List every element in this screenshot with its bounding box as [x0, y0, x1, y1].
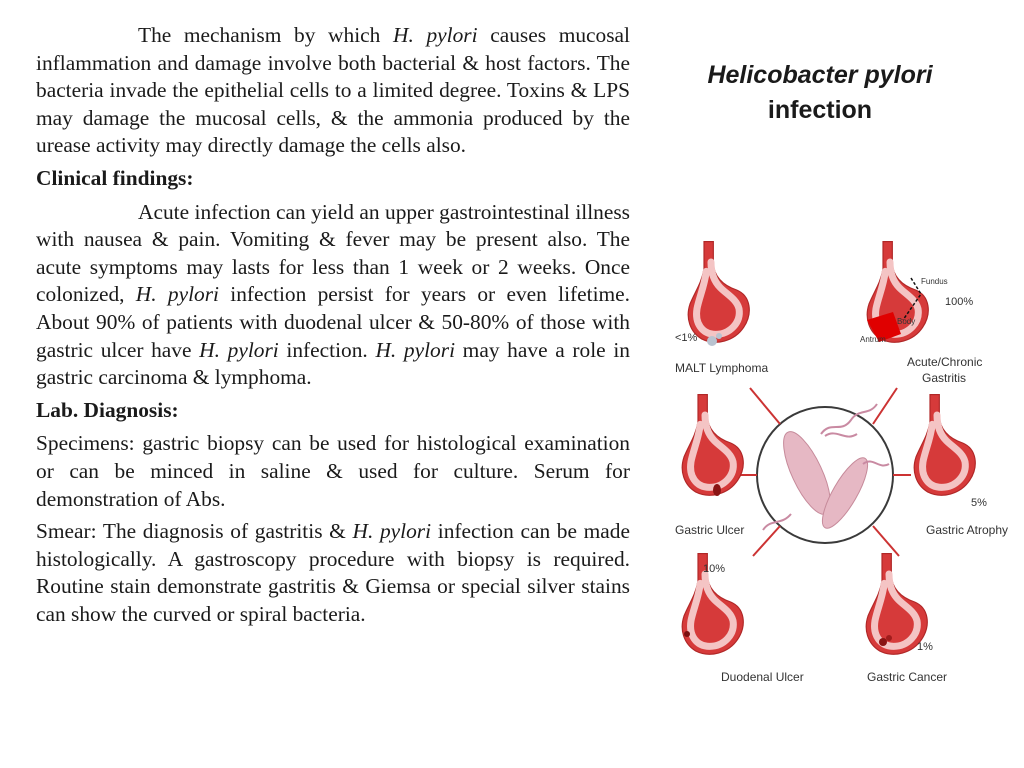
label-gastric-ulcer: Gastric Ulcer: [675, 523, 745, 537]
mechanism-paragraph: The mechanism by which H. pylori causes mucosal inflammation and damage involve both bacterial & host factors. The bacteria invade the epithelial cells to a limited degree. Toxins & LPS may damage the mucosal cells, & the ammonia produced by the urease activity may directly damage the cells also.: [36, 23, 630, 158]
clinical-findings-paragraph: Acute infection can yield an upper gastrointestinal illness with nausea & pain. Vomiting & fever may be present also. The acute symptoms may lasts for less than 1 week or 2 weeks. Once colonized, H. pylori infection persist for years or even lifetime. About 90% of patients with duodenal ulcer & 50-80% of those with gastric ulcer have H. pylori infection. H. pylori may have a role in gastric carcinoma & lymphoma.: [36, 199, 630, 390]
label-du: Duodenal Ulcer: [721, 670, 804, 684]
label-fundus: Fundus: [921, 277, 948, 286]
label-gc-pct: 1%: [917, 641, 933, 653]
label-atrophy-pct: 5%: [971, 497, 987, 509]
label-malt-pct: <1%: [675, 332, 698, 344]
label-acute-line2: Gastritis: [922, 371, 967, 385]
slide-title: Helicobacter pylori infection: [707, 61, 933, 124]
stomach-gastric-cancer-icon: [866, 553, 927, 654]
label-antrum: Antrum: [860, 335, 886, 344]
stomach-malt-icon: [688, 241, 749, 342]
clinical-findings-heading: Clinical findings:: [36, 165, 194, 190]
stomach-gastric-ulcer-icon: [682, 394, 743, 495]
smear-paragraph: Smear: The diagnosis of gastritis & H. pylori infection can be made histologically. A gastroscopy procedure with biopsy is required. Routine stain demonstrate gastritis & Giemsa or special silver stains can show the curved or spiral bacteria.: [36, 519, 630, 626]
label-acute-line1: Acute/Chronic: [907, 355, 983, 369]
label-du-pct: 10%: [703, 563, 726, 575]
label-gc: Gastric Cancer: [867, 670, 948, 684]
label-malt: MALT Lymphoma: [675, 361, 769, 375]
body-text: [36, 22, 630, 633]
label-body: Body: [897, 317, 916, 326]
label-atrophy: Gastric Atrophy: [926, 523, 1009, 537]
label-acute-pct: 100%: [945, 296, 974, 308]
lymphoma-spot: [707, 336, 717, 346]
specimens-paragraph: Specimens: gastric biopsy can be used for histological examination or can be minced in saline & used for culture. Serum for demonstration of Abs.: [36, 431, 630, 511]
lab-diagnosis-heading: Lab. Diagnosis:: [36, 397, 179, 422]
stomach-atrophy-icon: [914, 394, 975, 495]
hpylori-outcomes-diagram: [655, 238, 1015, 698]
